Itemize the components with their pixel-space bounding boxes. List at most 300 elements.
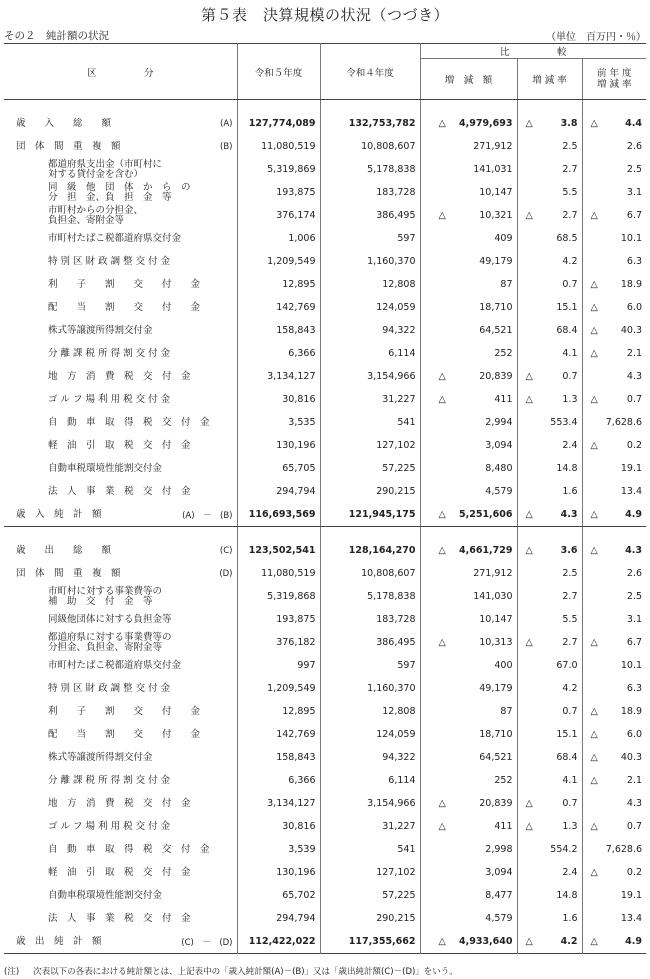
cell-rate <box>517 723 582 746</box>
row-label: 歳 出 総 額 <box>16 544 112 556</box>
cell-r5-value: 158,843 <box>276 325 316 336</box>
cell-prev-rate <box>582 930 646 954</box>
row-label-cell <box>4 769 237 792</box>
cell-rate <box>517 319 582 342</box>
cell-diff-value: 10,147 <box>479 187 513 198</box>
row-label-cell <box>4 503 237 527</box>
cell-r4-value: 290,215 <box>376 486 416 497</box>
cell-diff <box>420 227 517 250</box>
cell-diff-value: 5,251,606 <box>459 509 513 520</box>
negative-mark: △ <box>590 348 598 359</box>
cell-prev-rate-value: 6.0 <box>626 302 643 313</box>
row-ref: (A) － (B) <box>182 510 233 521</box>
row-label: 団 体 間 重 複 額 <box>16 140 121 152</box>
cell-r4 <box>320 273 420 296</box>
negative-mark: △ <box>590 936 598 947</box>
cell-r4-value: 183,728 <box>376 614 416 625</box>
cell-r4 <box>320 562 420 585</box>
row-label: 市町村からの分担金、 負担金、寄附金等 <box>48 204 144 226</box>
cell-r4-value: 541 <box>397 844 416 855</box>
cell-diff <box>420 677 517 700</box>
cell-r5-value: 116,693,569 <box>248 509 316 520</box>
cell-r4-value: 1,160,370 <box>367 683 416 694</box>
cell-prev-rate <box>582 365 646 388</box>
row-label: 法 人 事 業 税 交 付 金 <box>48 912 191 924</box>
row-label: 法 人 事 業 税 交 付 金 <box>48 485 191 497</box>
footnote <box>4 965 458 977</box>
cell-diff-value: 8,480 <box>485 463 513 474</box>
cell-diff <box>420 884 517 907</box>
negative-mark: △ <box>525 118 533 129</box>
row-label-cell <box>4 273 237 296</box>
table-row <box>4 112 646 135</box>
negative-mark: △ <box>438 637 446 648</box>
cell-rate-value: 2.7 <box>562 637 578 648</box>
negative-mark: △ <box>590 729 598 740</box>
cell-diff <box>420 723 517 746</box>
cell-prev-rate <box>582 503 646 527</box>
row-label-cell <box>4 861 237 884</box>
table-row <box>4 319 646 342</box>
row-label: 軽 油 引 取 税 交 付 金 <box>48 439 191 451</box>
row-label-cell <box>4 250 237 273</box>
row-label: 都道府県に対する事業費等の 分担金、負担金、寄附金等 <box>48 631 172 653</box>
row-label: 株式等譲渡所得割交付金 <box>48 324 153 336</box>
cell-diff <box>420 411 517 434</box>
cell-diff <box>420 930 517 954</box>
cell-r4-value: 12,808 <box>382 279 416 290</box>
cell-r5 <box>237 480 320 503</box>
cell-rate-value: 4.3 <box>560 509 578 520</box>
cell-r5-value: 142,769 <box>276 302 316 313</box>
row-label: 歳 入 総 額 <box>16 117 112 129</box>
cell-r5 <box>237 585 320 608</box>
cell-rate-value: 554.2 <box>550 844 578 855</box>
row-label: 歳 出 純 計 額 <box>16 935 102 947</box>
table-row <box>4 585 646 608</box>
cell-prev-rate <box>582 861 646 884</box>
cell-r4-value: 132,753,782 <box>348 118 416 129</box>
cell-r5-value: 3,539 <box>288 844 316 855</box>
cell-r5-value: 12,895 <box>282 706 316 717</box>
cell-r5 <box>237 250 320 273</box>
table-row <box>4 204 646 227</box>
negative-mark: △ <box>590 775 598 786</box>
cell-r5 <box>237 457 320 480</box>
row-label: ゴ ル フ 場 利 用 税 交 付 金 <box>48 393 171 405</box>
cell-diff-value: 3,094 <box>485 440 513 451</box>
cell-r5-value: 3,134,127 <box>267 371 316 382</box>
cell-r4 <box>320 296 420 319</box>
table-row <box>4 677 646 700</box>
cell-rate <box>517 884 582 907</box>
cell-rate <box>517 838 582 861</box>
cell-r4-value: 31,227 <box>382 394 416 405</box>
cell-r5 <box>237 608 320 631</box>
table-row <box>4 792 646 815</box>
negative-mark: △ <box>525 936 533 947</box>
row-label: 団 体 間 重 複 額 <box>16 567 121 579</box>
table-row <box>4 250 646 273</box>
cell-diff-value: 64,521 <box>479 752 513 763</box>
cell-r5-value: 6,366 <box>288 348 316 359</box>
cell-prev-rate-value: 4.9 <box>625 936 643 947</box>
cell-diff <box>420 365 517 388</box>
cell-r5-value: 193,875 <box>276 614 316 625</box>
unit-label: （単位 百万円・％） <box>546 32 646 43</box>
cell-diff-value: 4,579 <box>485 913 513 924</box>
cell-rate <box>517 769 582 792</box>
cell-prev-rate <box>582 457 646 480</box>
cell-diff-value: 409 <box>494 233 513 244</box>
cell-rate <box>517 792 582 815</box>
cell-r4 <box>320 411 420 434</box>
cell-r5 <box>237 631 320 654</box>
cell-diff-value: 271,912 <box>473 141 513 152</box>
cell-prev-rate <box>582 273 646 296</box>
negative-mark: △ <box>590 279 598 290</box>
cell-r5-value: 12,895 <box>282 279 316 290</box>
negative-mark: △ <box>438 394 446 405</box>
cell-prev-rate-value: 10.1 <box>620 233 643 244</box>
cell-prev-rate-value: 6.0 <box>626 729 643 740</box>
negative-mark: △ <box>438 210 446 221</box>
cell-r4 <box>320 227 420 250</box>
cell-diff-value: 49,179 <box>479 256 513 267</box>
cell-r5 <box>237 907 320 930</box>
negative-mark: △ <box>590 509 598 520</box>
cell-rate <box>517 250 582 273</box>
cell-prev-rate <box>582 677 646 700</box>
cell-r4 <box>320 434 420 457</box>
cell-r4 <box>320 539 420 562</box>
cell-prev-rate-value: 40.3 <box>620 325 643 336</box>
cell-prev-rate-value: 4.3 <box>626 371 643 382</box>
cell-prev-rate <box>582 585 646 608</box>
cell-diff <box>420 769 517 792</box>
table-row <box>4 884 646 907</box>
cell-r5-value: 6,366 <box>288 775 316 786</box>
cell-rate-value: 0.7 <box>562 706 578 717</box>
table-row <box>4 815 646 838</box>
cell-rate-value: 15.1 <box>556 729 578 740</box>
cell-prev-rate-value: 6.3 <box>626 256 643 267</box>
cell-prev-rate <box>582 204 646 227</box>
cell-r4-value: 57,225 <box>382 463 416 474</box>
cell-rate <box>517 135 582 158</box>
row-label-cell <box>4 319 237 342</box>
row-label: ゴ ル フ 場 利 用 税 交 付 金 <box>48 820 171 832</box>
cell-prev-rate-value: 0.7 <box>626 821 643 832</box>
cell-diff-value: 2,994 <box>485 417 513 428</box>
footnote-label: (注) <box>4 967 20 977</box>
cell-r4 <box>320 930 420 954</box>
cell-prev-rate <box>582 480 646 503</box>
cell-r5-value: 294,794 <box>276 486 316 497</box>
cell-prev-rate <box>582 135 646 158</box>
cell-r5-value: 5,319,869 <box>267 164 316 175</box>
cell-r5-value: 30,816 <box>282 821 316 832</box>
cell-r4-value: 386,495 <box>376 637 416 648</box>
row-label-cell <box>4 746 237 769</box>
negative-mark: △ <box>590 706 598 717</box>
cell-rate-value: 4.2 <box>560 936 578 947</box>
cell-r4 <box>320 907 420 930</box>
cell-r5-value: 3,535 <box>288 417 316 428</box>
negative-mark: △ <box>590 118 598 129</box>
cell-r5-value: 11,080,519 <box>261 568 316 579</box>
cell-prev-rate-value: 0.7 <box>626 394 643 405</box>
cell-diff <box>420 181 517 204</box>
cell-diff <box>420 585 517 608</box>
cell-r4 <box>320 112 420 135</box>
table-row <box>4 296 646 319</box>
cell-r5 <box>237 930 320 954</box>
negative-mark: △ <box>438 371 446 382</box>
cell-diff-value: 400 <box>494 660 513 671</box>
cell-r4-value: 128,164,270 <box>348 545 416 556</box>
cell-r5 <box>237 654 320 677</box>
negative-mark: △ <box>590 752 598 763</box>
cell-rate-value: 1.3 <box>562 821 578 832</box>
cell-diff <box>420 250 517 273</box>
cell-r4-value: 117,355,662 <box>348 936 416 947</box>
cell-diff-value: 10,321 <box>479 210 513 221</box>
cell-r4 <box>320 388 420 411</box>
cell-r4-value: 10,808,607 <box>361 141 416 152</box>
cell-rate-value: 2.5 <box>562 141 578 152</box>
cell-rate-value: 14.8 <box>556 463 578 474</box>
cell-r4 <box>320 677 420 700</box>
cell-r5 <box>237 792 320 815</box>
header-r4: 令和４年度 <box>320 44 420 100</box>
row-label: 地 方 消 費 税 交 付 金 <box>48 797 191 809</box>
cell-prev-rate <box>582 296 646 319</box>
negative-mark: △ <box>438 118 446 129</box>
cell-rate <box>517 930 582 954</box>
cell-r4 <box>320 815 420 838</box>
cell-r5 <box>237 181 320 204</box>
row-label-cell <box>4 631 237 654</box>
section-subtitle: その２ 純計額の状況 <box>4 30 109 42</box>
cell-r5 <box>237 677 320 700</box>
cell-r4 <box>320 884 420 907</box>
header-prev-rate: 前 年 度 増 減 率 <box>582 59 646 100</box>
table-row <box>4 930 646 954</box>
cell-prev-rate <box>582 227 646 250</box>
cell-r4-value: 1,160,370 <box>367 256 416 267</box>
cell-prev-rate <box>582 654 646 677</box>
negative-mark: △ <box>590 440 598 451</box>
cell-prev-rate <box>582 631 646 654</box>
row-label: 同級他団体に対する負担金等 <box>48 613 172 625</box>
cell-rate-value: 3.6 <box>560 545 578 556</box>
table-row <box>4 434 646 457</box>
cell-prev-rate-value: 3.1 <box>626 187 643 198</box>
row-label: 歳 入 純 計 額 <box>16 508 102 520</box>
cell-rate <box>517 815 582 838</box>
table-body <box>4 100 646 954</box>
row-label-cell <box>4 907 237 930</box>
cell-r4 <box>320 838 420 861</box>
cell-diff-value: 4,661,729 <box>459 545 513 556</box>
row-label-cell <box>4 204 237 227</box>
cell-r4-value: 94,322 <box>382 752 416 763</box>
cell-rate-value: 0.7 <box>562 798 578 809</box>
cell-r5-value: 3,134,127 <box>267 798 316 809</box>
cell-rate-value: 0.7 <box>562 279 578 290</box>
cell-r5-value: 127,774,089 <box>248 118 316 129</box>
table-row <box>4 158 646 181</box>
cell-r5 <box>237 388 320 411</box>
cell-diff <box>420 135 517 158</box>
cell-r5 <box>237 723 320 746</box>
row-label: 利 子 割 交 付 金 <box>48 278 201 290</box>
table-row <box>4 769 646 792</box>
cell-diff <box>420 861 517 884</box>
cell-rate-value: 1.3 <box>562 394 578 405</box>
header-category: 区 分 <box>4 44 237 100</box>
row-label-cell <box>4 539 237 562</box>
cell-prev-rate-value: 4.3 <box>626 798 643 809</box>
cell-r4 <box>320 204 420 227</box>
cell-prev-rate <box>582 562 646 585</box>
negative-mark: △ <box>590 637 598 648</box>
row-label-cell <box>4 480 237 503</box>
cell-prev-rate <box>582 158 646 181</box>
cell-r4-value: 6,114 <box>388 348 416 359</box>
cell-r5 <box>237 700 320 723</box>
row-label: 都道府県支出金（市町村に 対する貸付金を含む） <box>48 158 163 180</box>
cell-r5 <box>237 112 320 135</box>
cell-r4-value: 290,215 <box>376 913 416 924</box>
row-label-cell <box>4 227 237 250</box>
cell-diff-value: 271,912 <box>473 568 513 579</box>
row-label-cell <box>4 677 237 700</box>
row-label-cell <box>4 700 237 723</box>
cell-rate <box>517 585 582 608</box>
cell-r4-value: 121,945,175 <box>348 509 416 520</box>
cell-prev-rate-value: 18.9 <box>620 706 643 717</box>
cell-r5 <box>237 503 320 527</box>
table-row <box>4 181 646 204</box>
cell-diff <box>420 792 517 815</box>
cell-r5-value: 997 <box>297 660 316 671</box>
cell-prev-rate <box>582 792 646 815</box>
cell-prev-rate <box>582 838 646 861</box>
cell-diff <box>420 654 517 677</box>
cell-prev-rate <box>582 411 646 434</box>
cell-prev-rate-value: 13.4 <box>620 486 643 497</box>
cell-diff-value: 252 <box>494 348 513 359</box>
row-label-cell <box>4 608 237 631</box>
cell-r5-value: 112,422,022 <box>248 936 316 947</box>
row-label: 株式等譲渡所得割交付金 <box>48 751 153 763</box>
row-ref: (C) <box>219 545 233 556</box>
table-row <box>4 608 646 631</box>
table-row <box>4 654 646 677</box>
cell-prev-rate <box>582 884 646 907</box>
cell-rate-value: 2.5 <box>562 568 578 579</box>
cell-rate <box>517 112 582 135</box>
cell-r5 <box>237 434 320 457</box>
cell-rate <box>517 273 582 296</box>
cell-prev-rate <box>582 112 646 135</box>
row-label-cell <box>4 158 237 181</box>
cell-rate-value: 67.0 <box>556 660 578 671</box>
cell-prev-rate-value: 2.5 <box>626 591 643 602</box>
cell-diff-value: 4,933,640 <box>459 936 513 947</box>
cell-prev-rate-value: 40.3 <box>620 752 643 763</box>
cell-diff-value: 4,579 <box>485 486 513 497</box>
cell-r4 <box>320 365 420 388</box>
cell-r4 <box>320 250 420 273</box>
cell-prev-rate-value: 3.1 <box>626 614 643 625</box>
cell-r4 <box>320 158 420 181</box>
table-row <box>4 562 646 585</box>
row-label: 自 動 車 取 得 税 交 付 金 <box>48 843 210 855</box>
cell-r4 <box>320 654 420 677</box>
negative-mark: △ <box>525 798 533 809</box>
row-label: 特 別 区 財 政 調 整 交 付 金 <box>48 682 171 694</box>
cell-rate <box>517 861 582 884</box>
cell-prev-rate-value: 19.1 <box>620 890 643 901</box>
cell-r5 <box>237 884 320 907</box>
cell-diff-value: 252 <box>494 775 513 786</box>
cell-diff <box>420 112 517 135</box>
cell-r5 <box>237 746 320 769</box>
cell-rate <box>517 411 582 434</box>
cell-prev-rate-value: 2.6 <box>626 568 643 579</box>
cell-diff <box>420 608 517 631</box>
row-label: 地 方 消 費 税 交 付 金 <box>48 370 191 382</box>
negative-mark: △ <box>438 509 446 520</box>
cell-prev-rate-value: 2.1 <box>626 348 643 359</box>
cell-rate-value: 14.8 <box>556 890 578 901</box>
row-label: 利 子 割 交 付 金 <box>48 705 201 717</box>
negative-mark: △ <box>525 637 533 648</box>
negative-mark: △ <box>590 394 598 405</box>
cell-r4-value: 5,178,838 <box>367 591 416 602</box>
row-ref: (A) <box>220 118 233 129</box>
negative-mark: △ <box>525 545 533 556</box>
cell-r4 <box>320 457 420 480</box>
cell-prev-rate-value: 4.3 <box>625 545 643 556</box>
cell-rate-value: 5.5 <box>562 187 578 198</box>
cell-r4-value: 94,322 <box>382 325 416 336</box>
cell-diff <box>420 815 517 838</box>
cell-rate <box>517 654 582 677</box>
table-row <box>4 273 646 296</box>
cell-prev-rate <box>582 815 646 838</box>
row-label-cell <box>4 342 237 365</box>
cell-r4-value: 12,808 <box>382 706 416 717</box>
cell-rate <box>517 158 582 181</box>
cell-r4 <box>320 746 420 769</box>
table-row <box>4 907 646 930</box>
row-label-cell <box>4 135 237 158</box>
cell-prev-rate <box>582 769 646 792</box>
negative-mark: △ <box>525 509 533 520</box>
cell-rate <box>517 503 582 527</box>
cell-diff-value: 18,710 <box>479 729 513 740</box>
cell-r5 <box>237 539 320 562</box>
negative-mark: △ <box>438 936 446 947</box>
cell-prev-rate <box>582 250 646 273</box>
cell-r4-value: 5,178,838 <box>367 164 416 175</box>
cell-rate <box>517 631 582 654</box>
table-row <box>4 838 646 861</box>
